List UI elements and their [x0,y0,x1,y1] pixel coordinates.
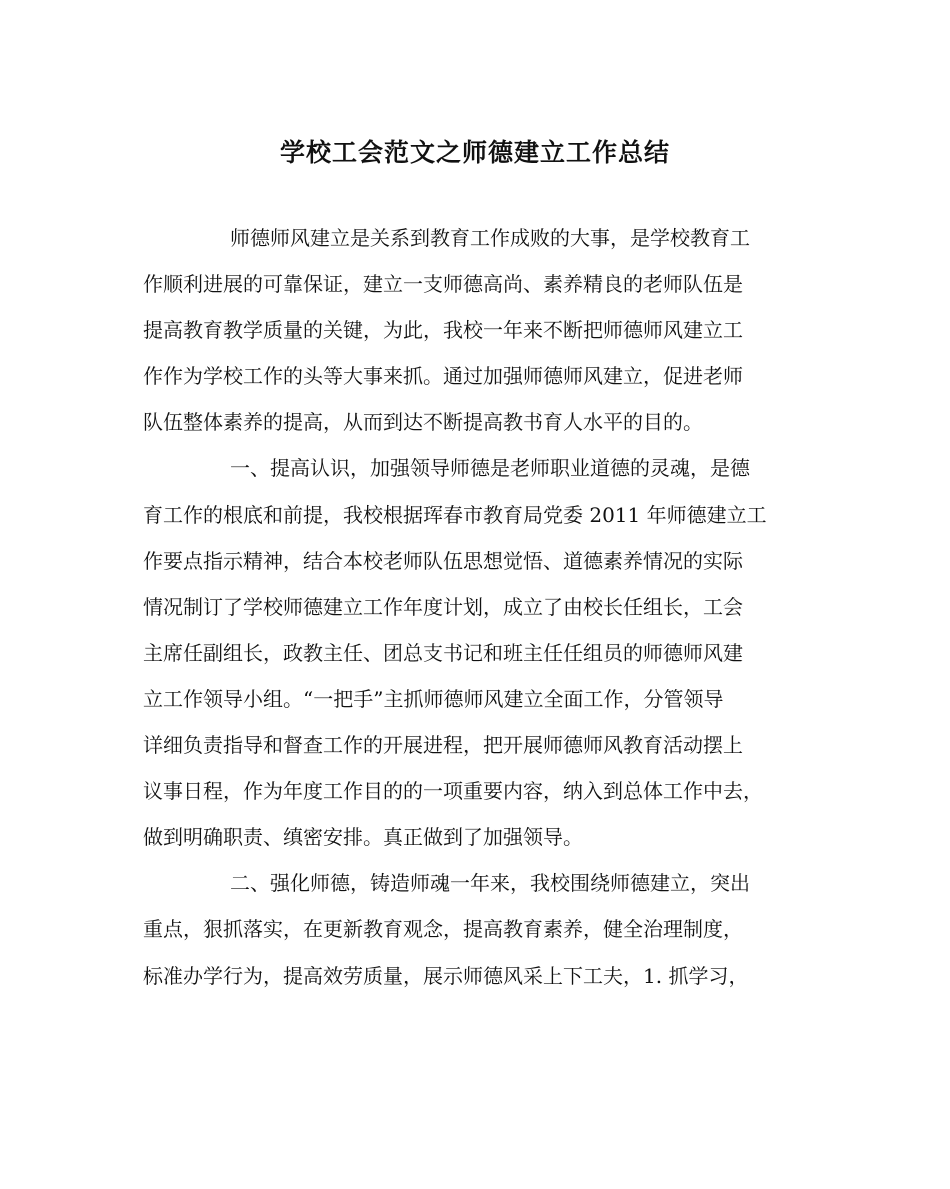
paragraph-line: 做到明确职责、缜密安排。真正做到了加强领导。 [143,825,583,850]
paragraph-line: 育工作的根底和前提，我校根据珲春市教育局党委 2011 年师德建立工 [143,502,767,527]
paragraph-line: 提高教育教学质量的关键，为此，我校一年来不断把师德师风建立工 [143,318,743,343]
paragraph-line: 师德师风建立是关系到教育工作成败的大事，是学校教育工 [230,226,750,250]
document-title: 学校工会范文之师德建立工作总结 [279,138,670,167]
paragraph-line: 情况制订了学校师德建立工作年度计划，成立了由校长任组长，工会 [143,594,743,619]
paragraph-line: 重点，狠抓落实，在更新教育观念，提高教育素养，健全治理制度， [143,917,743,942]
paragraph-line: 作顺利进展的可靠保证，建立一支师德高尚、素养精良的老师队伍是 [143,272,743,297]
paragraph-line: 队伍整体素养的提高，从而到达不断提高教书育人水平的目的。 [143,410,703,435]
paragraph-line: 二、强化师德，铸造师魂一年来，我校围绕师德建立，突出 [230,871,750,896]
paragraph-line: 立工作领导小组。“一把手”主抓师德师风建立全面工作，分管领导 [143,686,724,711]
paragraph-line: 主席任副组长，政教主任、团总支书记和班主任任组员的师德师风建 [143,640,743,665]
paragraph-line: 一、提高认识，加强领导师德是老师职业道德的灵魂，是德 [230,456,750,481]
paragraph-line: 议事日程，作为年度工作目的的一项重要内容，纳入到总体工作中去， [143,779,763,804]
document-body [143,223,813,1007]
paragraph-line: 作要点指示精神，结合本校老师队伍思想觉悟、道德素养情况的实际 [143,548,743,573]
paragraph-line: 作作为学校工作的头等大事来抓。通过加强师德师风建立，促进老师 [143,364,743,389]
paragraph-line: 标准办学行为，提高效劳质量，展示师德风采上下工夫，1. 抓学习， [143,963,749,988]
paragraph-line: 详细负责指导和督查工作的开展进程，把开展师德师风教育活动摆上 [143,733,743,758]
